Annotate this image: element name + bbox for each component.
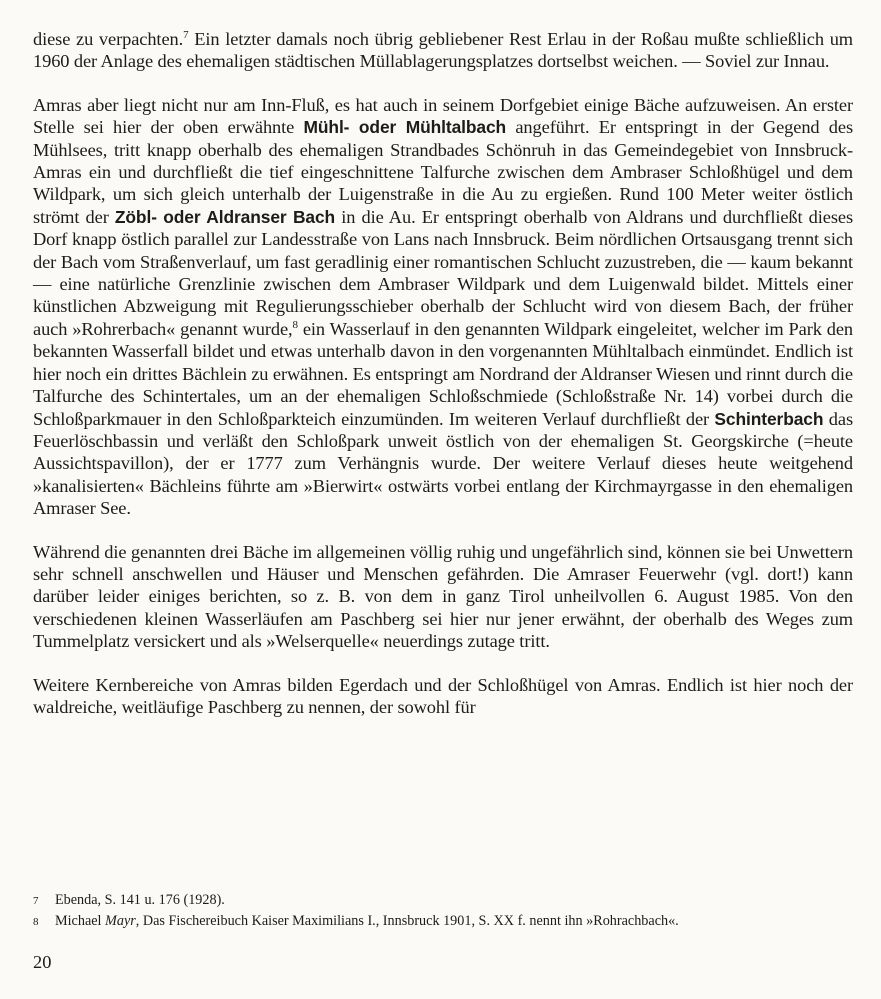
text-run: angeführt. Er entspringt in der Gegend des Mühlsees, tritt knapp oberhalb des ehemaligen Strandbades Schönruh in das Gemeindegebiet von Innsbruck-Amras ein und durchfließt die tief eingeschnittene Talfurche zwischen dem Ambraser Schloßhügel und dem Wildpark, um sich gleich unterhalb der Luigenstraße in die Au zu ergießen. Rund 100 Meter weiter östlich strömt der	[33, 117, 854, 227]
author-name: Mayr	[105, 913, 136, 929]
bold-term-muehltalbach: Mühl- oder Mühltalbach	[303, 117, 507, 138]
footnote-7	[33, 890, 853, 911]
text-run: diese zu verpachten.	[33, 29, 184, 49]
text-run: das Feuerlöschbassin und verläßt den Schloßpark unweit östlich von der ehemaligen St. Georgskirche (=heute Aussichtspavillon), der er 1777 zum Verhängnis wurde. Der weitere Verlauf dieses heute weitgehend »kanalisierten« Bächleins führte am »Bierwirt« ostwärts vorbei entlang der Kirchmayrgasse in den ehemaligen Amraser See.	[33, 408, 853, 519]
paragraph-2	[33, 94, 853, 520]
footnote-8	[33, 911, 853, 932]
footnote-ref-8: 8	[292, 318, 298, 331]
text-run: Michael	[55, 913, 106, 929]
text-run: Ein letzter damals noch übrig gebliebener Rest Erlau in der Roßau mußte schließlich um 1960 der Anlage des ehemaligen städtischen Müllablagerungsplatzes dortselbst weichen. — Soviel zur Innau.	[33, 29, 854, 72]
footnotes	[33, 890, 853, 932]
footnote-number: 8	[33, 916, 39, 928]
footnote-text	[55, 911, 853, 932]
text-run: ein Wasserlauf in den genannten Wildpark eingeleitet, welcher im Park den bekannten Wasserfall bildet und etwas unterhalb davon in den vorgenannten Mühltalbach einmündet. Endlich ist hier noch ein drittes Bächlein zu erwähnen. Es entspringt am Nordrand der Aldranser Wiesen und rinnt durch die Talfurche des Schintertales, um an der ehemaligen Schloßschmiede (Schloßstraße Nr. 14) vorbei durch die Schloßparkmauer in den Schloßparkteich einzumünden. Im weiteren Verlauf durchfließt der	[33, 318, 853, 429]
footnote-text: Ebenda, S. 141 u. 176 (1928).	[55, 892, 225, 908]
paragraph-gap	[33, 73, 853, 94]
paragraph-1	[33, 28, 853, 73]
bold-term-schinterbach: Schinterbach	[714, 408, 824, 429]
text-run: Amras aber liegt nicht nur am Inn-Fluß, es hat auch in seinem Dorfgebiet einige Bäche aufzuweisen. An erster Stelle sei hier der oben erwähnte	[33, 94, 853, 138]
paragraph-gap	[33, 520, 853, 541]
paragraph-4: Weitere Kernbereiche von Amras bilden Egerdach und der Schloßhügel von Amras. Endlich ist hier noch der waldreiche, weitläufige Paschberg zu nennen, der sowohl für	[33, 674, 853, 717]
text-run: in die Au. Er entspringt oberhalb von Aldrans und durchfließt dieses Dorf knapp östlich parallel zur Landesstraße von Lans nach Innsbruck. Beim nördlichen Ortsausgang trennt sich der Bach vom Straßenverlauf, um fast geradlinig einer romantischen Schlucht zuzustreben, die — kaum bekannt — eine natürliche Grenzlinie zwischen dem Ambraser Wildpark und dem Luigenwald bildet. Mittels einer künstlichen Abzweigung mit Regulierungsschieber oberhalb der Schlucht wird von diesem Bach, der früher auch »Rohrerbach« genannt wurde,	[33, 206, 854, 339]
bold-term-aldranser-bach: Zöbl- oder Aldranser Bach	[114, 206, 336, 227]
paragraph-3: Während die genannten drei Bäche im allgemeinen völlig ruhig und ungefährlich sind, können sie bei Unwettern sehr schnell anschwellen und Häuser und Menschen gefährden. Die Amraser Feuerwehr (vgl. dort!) kann darüber leider einiges berichten, so z. B. von dem in ganz Tirol unheilvollen 6. August 1985. Von den verschiedenen kleinen Wasserläufen am Paschberg sei hier nur jener erwähnt, der oberhalb des Weges zum Tummelplatz versickert und als »Welserquelle« neuerdings zutage tritt.	[33, 541, 853, 652]
footnote-ref-7: 7	[183, 29, 189, 41]
page-number: 20	[33, 952, 52, 972]
paragraph-gap	[33, 653, 853, 674]
footnote-number: 7	[33, 895, 39, 907]
text-run: , Das Fischereibuch Kaiser Maximilians I., Innsbruck 1901, S. XX f. nennt ihn »Rohrachbach«.	[135, 913, 679, 929]
